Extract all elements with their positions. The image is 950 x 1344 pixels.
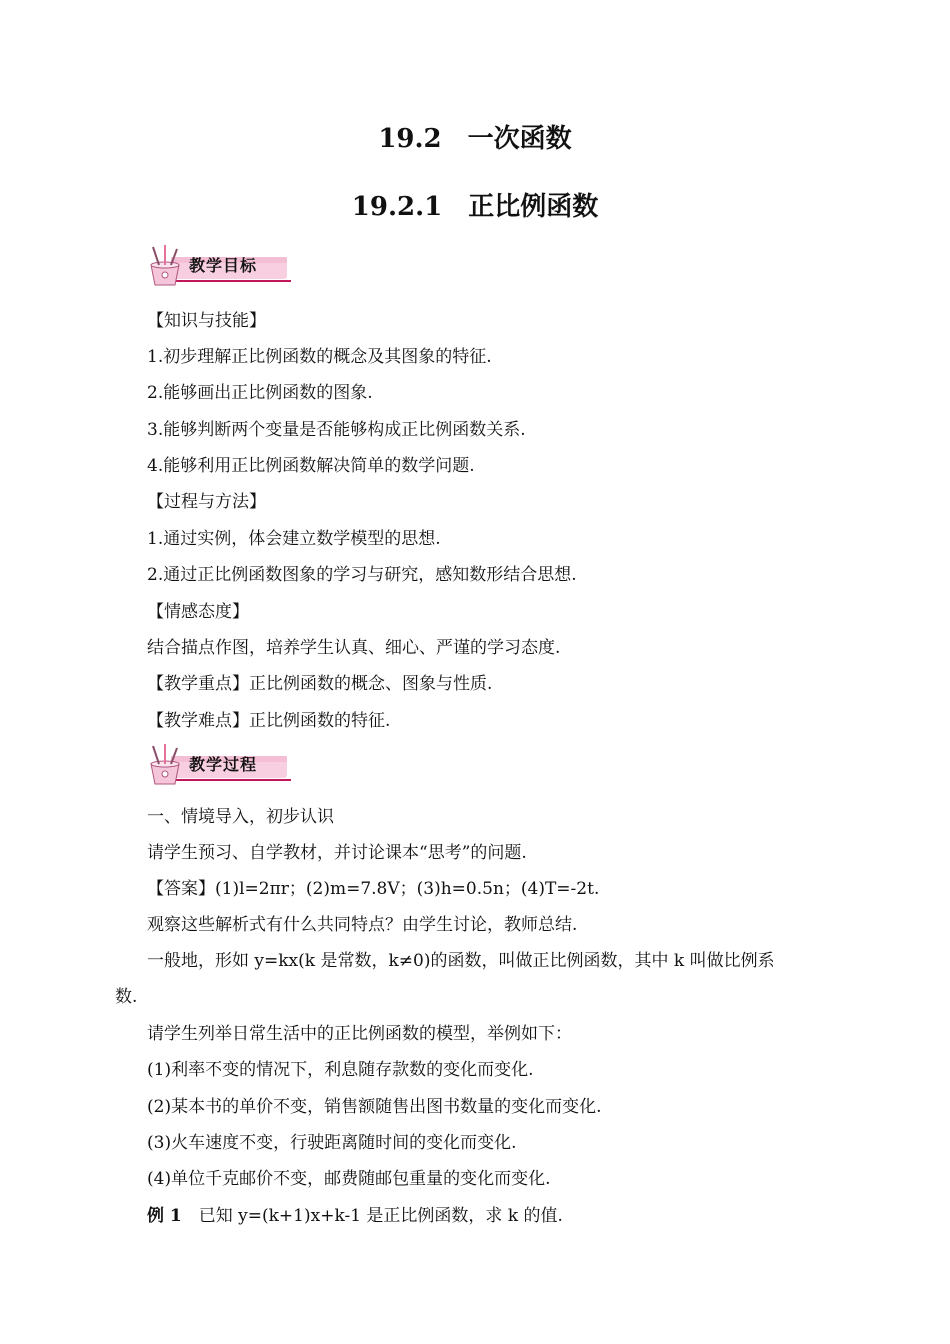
knowledge-item: 3.能够判断两个变量是否能够构成正比例函数关系. [147, 420, 526, 440]
knowledge-item: 2.能够画出正比例函数的图象. [147, 383, 373, 403]
definition-text: 一般地，形如 y=kx(k 是常数，k≠0)的函数，叫做正比例函数，其中 k 叫做比例系 [147, 951, 775, 971]
example-item: (1)利率不变的情况下，利息随存款数的变化而变化. [147, 1060, 534, 1080]
objectives-badge-label: 教学目标 [189, 256, 258, 275]
process-badge [143, 742, 293, 786]
example-item: (4)单位千克邮价不变，邮费随邮包重量的变化而变化. [147, 1169, 551, 1189]
objectives-badge [143, 243, 293, 287]
definition-text-continued: 数. [115, 987, 138, 1007]
example1-text: 已知 y=(k+1)x+k-1 是正比例函数，求 k 的值. [181, 1206, 563, 1226]
knowledge-header: 【知识与技能】 [147, 311, 266, 331]
example1 [147, 1204, 563, 1228]
process-method-item: 1.通过实例，体会建立数学模型的思想. [147, 529, 441, 549]
section-heading: 一、情境导入，初步认识 [147, 807, 334, 827]
example-item: (3)火车速度不变，行驶距离随时间的变化而变化. [147, 1133, 517, 1153]
attitude-text: 结合描点作图，培养学生认真、细心、严谨的学习态度. [147, 638, 561, 658]
knowledge-item: 4.能够利用正比例函数解决简单的数学问题. [147, 456, 475, 476]
difficult-point: 【教学难点】正比例函数的特征. [147, 711, 391, 731]
key-point: 【教学重点】正比例函数的概念、图象与性质. [147, 674, 493, 694]
process-method-header: 【过程与方法】 [147, 492, 266, 512]
process-badge-label: 教学过程 [189, 755, 258, 774]
observe-text: 观察这些解析式有什么共同特点？由学生讨论，教师总结. [147, 915, 578, 935]
process-text: 请学生预习、自学教材，并讨论课本“思考”的问题. [147, 843, 527, 863]
examples-intro: 请学生列举日常生活中的正比例函数的模型，举例如下： [147, 1024, 572, 1044]
example1-label: 例 1 [147, 1206, 182, 1226]
main-title: 19.2 一次函数 [378, 124, 572, 154]
example-item: (2)某本书的单价不变，销售额随售出图书数量的变化而变化. [147, 1097, 602, 1117]
sub-title: 19.2.1 正比例函数 [351, 192, 599, 222]
knowledge-item: 1.初步理解正比例函数的概念及其图象的特征. [147, 347, 492, 367]
answer-text: 【答案】(1)l=2πr；(2)m=7.8V；(3)h=0.5n；(4)T=-2t. [147, 879, 600, 899]
process-method-item: 2.通过正比例函数图象的学习与研究，感知数形结合思想. [147, 565, 577, 585]
attitude-header: 【情感态度】 [147, 602, 249, 622]
